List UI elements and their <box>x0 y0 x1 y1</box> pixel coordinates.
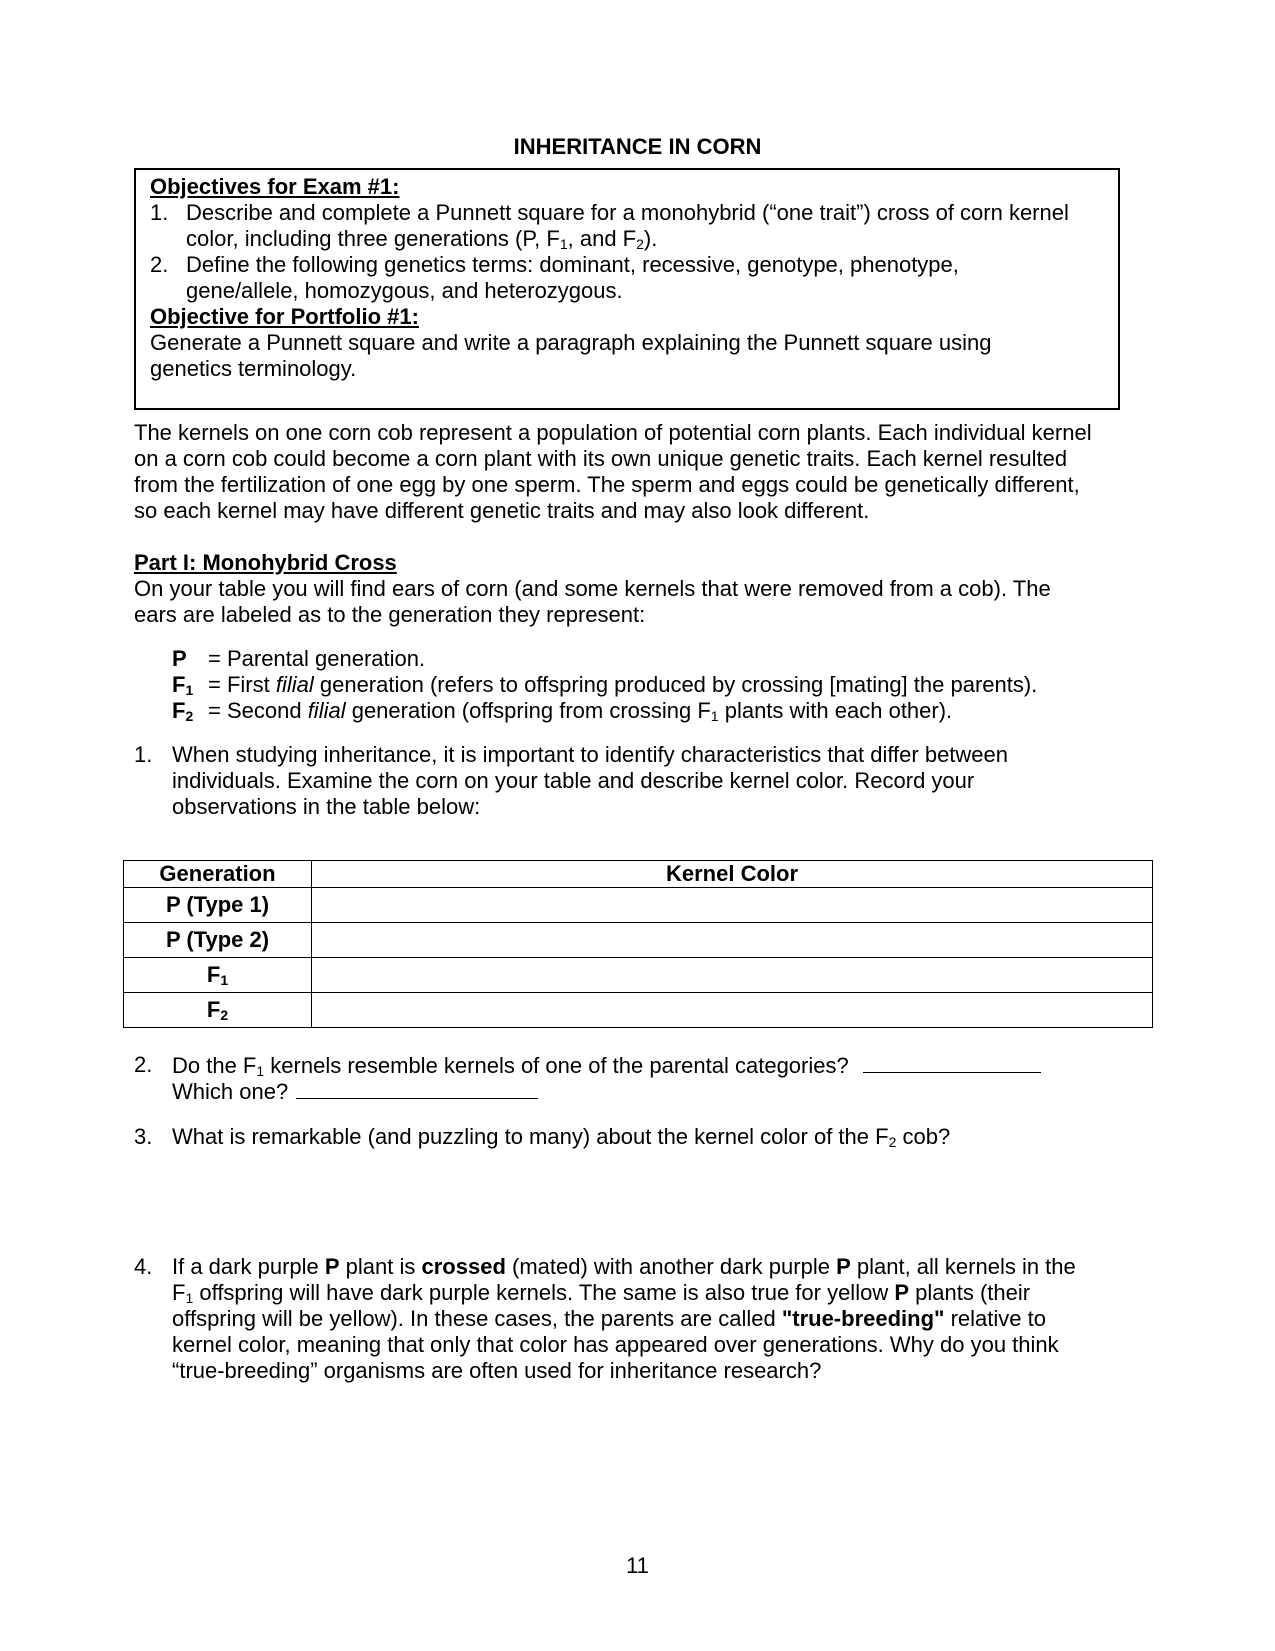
portfolio-objective-line2: genetics terminology. <box>150 356 357 381</box>
part1-line2: ears are labeled as to the generation they represent: <box>134 602 646 627</box>
definition-f1-text: = First filial generation (refers to offspring produced by crossing [mating] the parents). <box>208 672 1038 697</box>
intro-line-2: on a corn cob could become a corn plant with its own unique genetic traits. Each kernel resulted <box>134 446 1068 471</box>
definition-f2-symbol: $F_2$ <box>172 698 194 724</box>
exam-objectives-heading: Objectives for Exam #1: <box>150 174 400 199</box>
page-number: 11 <box>626 1553 649 1578</box>
objective-1-line1: Describe and complete a Punnett square for a monohybrid (“one trait”) cross of corn kernel <box>186 200 1069 225</box>
answer-blank-2[interactable] <box>296 1078 538 1099</box>
question-4-line1: If a dark purple P plant is crossed (mated) with another dark purple P plant, all kernels in the <box>172 1254 1076 1279</box>
generation-cell: $F_2$ <box>124 993 312 1028</box>
definition-f2-text: = Second filial generation (offspring from crossing $F_1$ plants with each other). <box>208 698 953 724</box>
kernel-color-input-cell[interactable] <box>312 888 1153 923</box>
objective-1-number: 1. <box>150 200 169 225</box>
page-title: INHERITANCE IN CORN <box>513 134 762 159</box>
objective-2-line2: gene/allele, homozygous, and heterozygous. <box>186 278 623 303</box>
question-2-line2: Which one? <box>172 1078 538 1105</box>
table-row <box>124 923 1153 958</box>
question-4-number: 4. <box>134 1254 153 1279</box>
kernel-color-input-cell[interactable] <box>312 958 1153 993</box>
question-4-line5: “true-breeding” organisms are often used for inheritance research? <box>172 1358 822 1383</box>
question-2-line1: Do the $F_1$ kernels resemble kernels of one of the parental categories? <box>172 1052 1041 1079</box>
part1-heading: Part I: Monohybrid Cross <box>134 550 397 575</box>
definition-p-symbol: P <box>172 646 187 671</box>
question-1-line3: observations in the table below: <box>172 794 481 819</box>
question-4-line4: kernel color, meaning that only that color has appeared over generations. Why do you think <box>172 1332 1059 1357</box>
objective-2-number: 2. <box>150 252 169 277</box>
part1-line1: On your table you will find ears of corn (and some kernels that were removed from a cob). The <box>134 576 1051 601</box>
generation-header: Generation <box>124 861 312 888</box>
kernel-color-table <box>123 860 1153 1028</box>
generation-cell: $F_1$ <box>124 958 312 993</box>
table-row <box>124 958 1153 993</box>
kernel-color-input-cell[interactable] <box>312 923 1153 958</box>
question-1-line1: When studying inheritance, it is important to identify characteristics that differ between <box>172 742 1009 767</box>
definition-f1-symbol: $F_1$ <box>172 672 194 698</box>
kernel-color-input-cell[interactable] <box>312 993 1153 1028</box>
question-4-line2: $F_1$ offspring will have dark purple kernels. The same is also true for yellow P plants (their <box>172 1280 1031 1306</box>
objective-2-line1: Define the following genetics terms: dominant, recessive, genotype, phenotype, <box>186 252 959 277</box>
table-header-row <box>124 861 1153 888</box>
intro-line-4: so each kernel may have different genetic traits and may also look different. <box>134 498 870 523</box>
question-1-line2: individuals. Examine the corn on your table and describe kernel color. Record your <box>172 768 975 793</box>
question-3-text: What is remarkable (and puzzling to many) about the kernel color of the $F_2$ cob? <box>172 1124 951 1150</box>
intro-line-1: The kernels on one corn cob represent a population of potential corn plants. Each individual kernel <box>134 420 1092 445</box>
question-3-number: 3. <box>134 1124 153 1149</box>
table-row <box>124 993 1153 1028</box>
objective-1-line2: color, including three generations (P, $F_1$, and $F_2$). <box>186 226 658 252</box>
portfolio-objective-line1: Generate a Punnett square and write a paragraph explaining the Punnett square using <box>150 330 992 355</box>
kernel-color-header: Kernel Color <box>312 861 1153 888</box>
intro-line-3: from the fertilization of one egg by one sperm. The sperm and eggs could be genetically different, <box>134 472 1080 497</box>
generation-cell: P (Type 2) <box>124 923 312 958</box>
answer-blank-1[interactable] <box>863 1052 1041 1073</box>
generation-cell: P (Type 1) <box>124 888 312 923</box>
table-row <box>124 888 1153 923</box>
definition-p-text: = Parental generation. <box>208 646 426 671</box>
portfolio-objective-heading: Objective for Portfolio #1: <box>150 304 419 329</box>
question-2-number: 2. <box>134 1052 153 1077</box>
question-4-line3: offspring will be yellow). In these cases, the parents are called "true-breeding" relative to <box>172 1306 1046 1331</box>
question-1-number: 1. <box>134 742 153 767</box>
